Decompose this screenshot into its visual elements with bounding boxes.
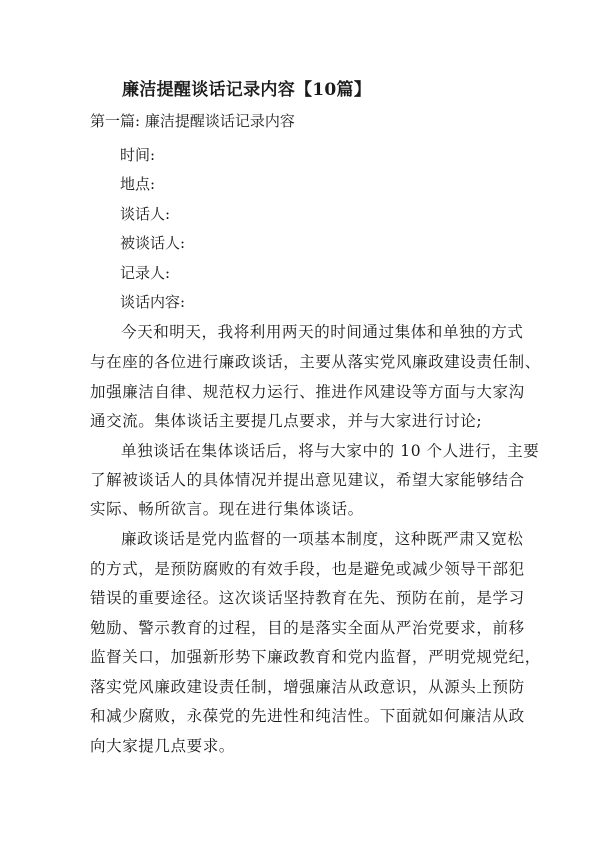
paragraph-line: 实际、畅所欲言。现在进行集体谈话。 — [90, 500, 364, 518]
paragraph-line: 落实党风廉政建设责任制，增强廉洁从政意识，从源头上预防 — [90, 678, 525, 696]
paragraph-line: 了解被谈话人的具体情况并提出意见建议，希望大家能够结合 — [90, 471, 525, 489]
paragraph-line: 今天和明天，我将利用两天的时间通过集体和单独的方式 — [121, 323, 524, 341]
field-interviewee: 被谈话人: — [120, 234, 186, 252]
paragraph-line: 勉励、警示教育的过程，目的是落实全面从严治党要求，前移 — [90, 619, 525, 637]
paragraph-line: 单独谈话在集体谈话后，将与大家中的 10 个人进行，主要 — [121, 442, 540, 460]
paragraph-line: 加强廉洁自律、规范权力运行、推进作风建设等方面与大家沟 — [90, 383, 525, 401]
paragraph-line: 向大家提几点要求。 — [90, 737, 235, 755]
document-title: 廉洁提醒谈话记录内容【10篇】 — [122, 80, 372, 100]
paragraph-line: 的方式，是预防腐败的有效手段，也是避免或减少领导干部犯 — [90, 560, 525, 578]
field-content: 谈话内容: — [120, 293, 186, 311]
paragraph-line: 廉政谈话是党内监督的一项基本制度，这种既严肃又宽松 — [121, 530, 524, 548]
field-recorder: 记录人: — [120, 264, 171, 282]
paragraph-line: 错误的重要途径。这次谈话坚持教育在先、预防在前，是学习 — [90, 589, 525, 607]
paragraph-line: 和减少腐败，永葆党的先进性和纯洁性。下面就如何廉洁从政 — [90, 707, 525, 725]
chapter-heading: 第一篇: 廉洁提醒谈话记录内容 — [90, 112, 295, 130]
field-place: 地点: — [120, 175, 156, 193]
paragraph-line: 监督关口，加强新形势下廉政教育和党内监督，严明党规党纪， — [90, 648, 541, 666]
field-time: 时间: — [120, 146, 156, 164]
paragraph-line: 与在座的各位进行廉政谈话，主要从落实党风廉政建设责任制、 — [90, 353, 541, 371]
paragraph-line: 通交流。集体谈话主要提几点要求，并与大家进行讨论; — [90, 412, 483, 430]
field-speaker: 谈话人: — [120, 205, 171, 223]
